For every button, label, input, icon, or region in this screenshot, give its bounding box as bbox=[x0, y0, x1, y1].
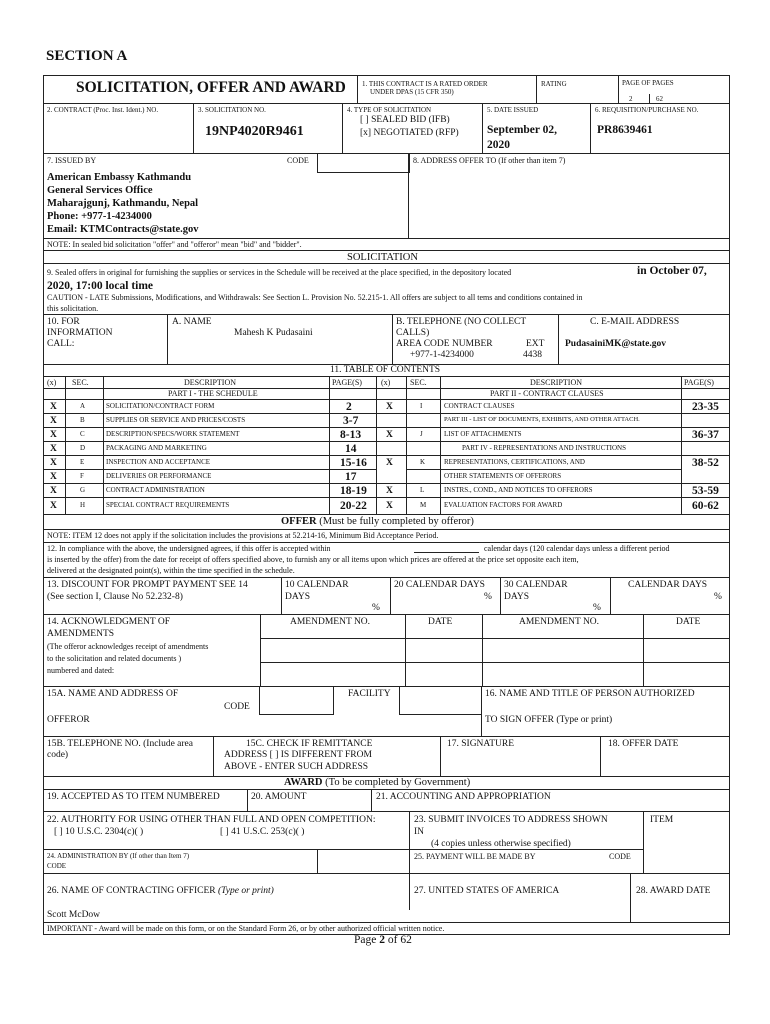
item9-text: 9. Sealed offers in original for furnishing the supplies or services in the Schedule will be received at the place specified, in the depository located bbox=[47, 268, 512, 277]
footer-prefix: Page bbox=[354, 934, 380, 946]
offeror-telephone-label: 15B. TELEPHONE NO. (Include area bbox=[47, 739, 193, 749]
contracting-officer-label-italic: (Type or print) bbox=[215, 886, 274, 896]
offeror-label: OFFEROR bbox=[47, 715, 90, 725]
amendment-no-header: AMENDMENT NO. bbox=[290, 617, 371, 627]
ack-amendments-label-2: AMENDMENTS bbox=[47, 629, 115, 639]
footer-page-number: 2 bbox=[379, 934, 385, 946]
toc-col-x-right: (x) bbox=[381, 378, 391, 387]
accounting-label: 21. ACCOUNTING AND APPROPRIATION bbox=[376, 792, 551, 802]
payment-code-label: CODE bbox=[609, 852, 631, 861]
discount-10-days-label: 10 CALENDAR bbox=[285, 580, 349, 590]
toc-desc: SPECIAL CONTRACT REQUIREMENTS bbox=[106, 501, 230, 509]
discount-calendar-days-label: CALENDAR DAYS bbox=[628, 580, 708, 590]
facility-label: FACILITY bbox=[348, 689, 391, 699]
email-label: C. E-MAIL ADDRESS bbox=[590, 317, 680, 327]
toc-sec: G bbox=[80, 486, 86, 494]
toc-mark: X bbox=[50, 430, 57, 440]
pct-20: % bbox=[484, 592, 492, 602]
toc-pages: 14 bbox=[345, 443, 357, 455]
toc-col-desc: DESCRIPTION bbox=[184, 378, 237, 387]
pct-10: % bbox=[372, 603, 380, 613]
page-number: 2 bbox=[629, 95, 633, 103]
toc-desc: INSTRS., COND., AND NOTICES TO OFFERORS bbox=[444, 486, 593, 494]
toc-sec: C bbox=[80, 430, 85, 438]
payment-by-label: 25. PAYMENT WILL BE MADE BY bbox=[414, 852, 536, 861]
toc-pages: 2 bbox=[346, 401, 352, 413]
toc-desc: PACKAGING AND MARKETING bbox=[106, 444, 207, 452]
award-header-bold: AWARD bbox=[284, 777, 323, 788]
invoices-label-2: IN bbox=[414, 827, 425, 837]
requisition-no-label: 6. REQUISITION/PURCHASE NO. bbox=[595, 106, 699, 114]
administration-code-label: CODE bbox=[47, 862, 67, 870]
item12-note: NOTE: ITEM 12 does not apply if the solicitation includes the provisions at 52.214-16, Minimum Bid Acceptance Period. bbox=[47, 531, 439, 540]
toc-col-sec: SEC. bbox=[72, 378, 89, 387]
administration-label: 24. ADMINISTRATION BY (If other than Item 7) bbox=[47, 852, 190, 860]
total-pages: 62 bbox=[656, 95, 663, 103]
toc-mark: X bbox=[386, 486, 393, 496]
item12-line-2: is inserted by the offer) from the date for receipt of offers specified above, to furnish any or all items upon which prices are offered at the price set opposite each item, bbox=[47, 555, 579, 564]
item12-line-1b: calendar days (120 calendar days unless a different period bbox=[484, 544, 670, 553]
toc-col-pages-right: PAGE(S) bbox=[684, 378, 714, 387]
issuer-line-2: General Services Office bbox=[47, 185, 153, 196]
requisition-no-value: PR8639461 bbox=[597, 124, 653, 136]
authority-41usc-checkbox[interactable]: [ ] 41 U.S.C. 253(c)( ) bbox=[220, 827, 305, 837]
toc-pages: 53-59 bbox=[692, 485, 719, 497]
toc-mark: X bbox=[386, 458, 393, 468]
area-code-label: AREA CODE NUMBER bbox=[396, 339, 493, 349]
toc-mark: X bbox=[50, 444, 57, 454]
toc-pages: 20-22 bbox=[340, 500, 367, 512]
invoices-copies-note: (4 copies unless otherwise specified) bbox=[431, 839, 571, 849]
toc-sec: J bbox=[420, 430, 423, 438]
toc-sec: M bbox=[420, 501, 427, 509]
deadline-date: in October 07, bbox=[637, 265, 707, 277]
accepted-items-label: 19. ACCEPTED AS TO ITEM NUMBERED bbox=[47, 792, 220, 802]
toc-pages: 36-37 bbox=[692, 429, 719, 441]
toc-pages: 3-7 bbox=[343, 415, 359, 427]
footer-suffix: of 62 bbox=[384, 934, 412, 946]
offer-header bbox=[281, 516, 474, 528]
remittance-note: ABOVE - ENTER SUCH ADDRESS bbox=[224, 762, 369, 772]
sealed-bid-checkbox[interactable]: [ ] SEALED BID (IFB) bbox=[360, 115, 450, 125]
item10-label-2: INFORMATION bbox=[47, 328, 113, 338]
amendment-date-field[interactable] bbox=[406, 639, 481, 661]
toc-part-4: PART IV - REPRESENTATIONS AND INSTRUCTIONS bbox=[462, 444, 626, 452]
toc-mark: X bbox=[50, 472, 57, 482]
rated-order-label: 1. THIS CONTRACT IS A RATED ORDER bbox=[362, 80, 488, 88]
solicitation-header: SOLICITATION bbox=[347, 252, 418, 263]
issued-by-label: 7. ISSUED BY bbox=[47, 156, 97, 165]
amendment-no-field[interactable] bbox=[261, 639, 404, 661]
invoices-label: 23. SUBMIT INVOICES TO ADDRESS SHOWN bbox=[414, 815, 608, 825]
toc-header: 11. TABLE OF CONTENTS bbox=[330, 365, 441, 375]
toc-desc-2: OTHER STATEMENTS OF OFFERORS bbox=[444, 472, 562, 480]
authorized-person-label-2: TO SIGN OFFER (Type or print) bbox=[485, 715, 613, 725]
facility-field[interactable] bbox=[399, 686, 482, 715]
toc-pages: 23-35 bbox=[692, 401, 719, 413]
toc-desc: DESCRIPTION/SPECS/WORK STATEMENT bbox=[106, 430, 240, 438]
contracting-officer-name: Scott McDow bbox=[47, 910, 101, 920]
item10-label: 10. FOR bbox=[47, 317, 80, 327]
toc-col-sec-right: SEC. bbox=[410, 378, 427, 387]
remittance-label: 15C. CHECK IF REMITTANCE bbox=[246, 739, 373, 749]
date-issued-label: 5. DATE ISSUED bbox=[487, 106, 539, 114]
toc-desc: SUPPLIES OR SERVICE AND PRICES/COSTS bbox=[106, 416, 246, 424]
toc-sec: H bbox=[80, 501, 86, 509]
offer-header-bold: OFFER bbox=[281, 516, 317, 527]
discount-30-days-label: 30 CALENDAR bbox=[504, 580, 568, 590]
contact-email: PudasainiMK@state.gov bbox=[565, 339, 666, 349]
invoice-item-label: ITEM bbox=[650, 815, 674, 825]
toc-col-desc-right: DESCRIPTION bbox=[530, 378, 583, 387]
important-notice: IMPORTANT - Award will be made on this form, or on the Standard Form 26, or by other authorized official written notice. bbox=[47, 924, 445, 933]
offer-header-rest: (Must be fully completed by offeror) bbox=[316, 516, 474, 527]
ack-amendments-note-3: numbered and dated: bbox=[47, 666, 115, 675]
contracting-officer-label-text: 26. NAME OF CONTRACTING OFFICER bbox=[47, 886, 216, 896]
toc-desc: REPRESENTATIONS, CERTIFICATIONS, AND bbox=[444, 458, 585, 466]
section-title: SECTION A bbox=[46, 48, 128, 64]
contact-name: Mahesh K Pudasaini bbox=[234, 328, 313, 338]
discount-10-days-label-2: DAYS bbox=[285, 592, 310, 602]
remittance-address-checkbox[interactable]: ADDRESS [ ] IS DIFFERENT FROM bbox=[224, 750, 372, 760]
amendment-date-header-2: DATE bbox=[676, 617, 701, 627]
telephone-label: B. TELEPHONE (NO COLLECT bbox=[396, 317, 527, 327]
ack-amendments-label: 14. ACKNOWLEDGMENT OF bbox=[47, 617, 171, 627]
discount-label: 13. DISCOUNT FOR PROMPT PAYMENT SEE 14 bbox=[47, 580, 248, 590]
issuer-phone: Phone: +977-1-4234000 bbox=[47, 211, 152, 222]
caution-line-1: CAUTION - LATE Submissions, Modifications, and Withdrawals: See Section L. Provision No. 52.215-1. All offers are subject to all tems and conditions contained in bbox=[47, 293, 583, 302]
toc-col-pages: PAGE(S) bbox=[332, 378, 362, 387]
toc-mark: X bbox=[50, 402, 57, 412]
toc-pages: 17 bbox=[345, 471, 357, 483]
caution-line-2: this solicitation. bbox=[47, 304, 99, 313]
toc-part-1: PART I - THE SCHEDULE bbox=[168, 389, 258, 398]
toc-pages: 8-13 bbox=[340, 429, 362, 441]
telephone-label-2: CALLS) bbox=[396, 328, 430, 338]
offeror-name-address-label: 15A. NAME AND ADDRESS OF bbox=[47, 689, 179, 699]
contact-name-label: A. NAME bbox=[172, 317, 212, 327]
amendment-no-header-2: AMENDMENT NO. bbox=[519, 617, 600, 627]
toc-pages: 18-19 bbox=[340, 485, 367, 497]
form-title: SOLICITATION, OFFER AND AWARD bbox=[76, 79, 346, 96]
ext-label: EXT bbox=[526, 339, 545, 349]
toc-sec: L bbox=[420, 486, 425, 494]
ack-amendments-note-2: to the solicitation and related documents ) bbox=[47, 654, 182, 663]
toc-pages: 60-62 bbox=[692, 500, 719, 512]
issuer-line-1: American Embassy Kathmandu bbox=[47, 172, 192, 183]
contact-ext: 4438 bbox=[523, 350, 542, 360]
amendment-date-header: DATE bbox=[428, 617, 453, 627]
toc-sec: K bbox=[420, 458, 426, 466]
toc-sec: B bbox=[80, 416, 85, 424]
toc-desc: EVALUATION FACTORS FOR AWARD bbox=[444, 501, 563, 509]
negotiated-checkbox[interactable]: [x] NEGOTIATED (RFP) bbox=[360, 128, 459, 138]
item12-line-1: 12. In compliance with the above, the undersigned agrees, if this offer is accepted within bbox=[47, 544, 331, 553]
toc-mark: X bbox=[50, 458, 57, 468]
contact-phone: +977-1-4234000 bbox=[410, 350, 474, 360]
toc-sec: D bbox=[80, 444, 86, 452]
issued-by-code-label: CODE bbox=[287, 156, 309, 165]
deadline-time: 2020, 17:00 local time bbox=[47, 280, 154, 292]
date-issued-value: September 02, bbox=[487, 124, 558, 136]
amount-label: 20. AMOUNT bbox=[251, 792, 307, 802]
dpas-label: UNDER DPAS (15 CFR 350) bbox=[370, 88, 454, 96]
toc-pages: 38-52 bbox=[692, 457, 719, 469]
administration-code-field[interactable] bbox=[317, 849, 410, 874]
authority-10usc-checkbox[interactable]: [ ] 10 U.S.C. 2304(c)( ) bbox=[54, 827, 144, 837]
toc-part-3: PART III - LIST OF DOCUMENTS, EXHIBITS, AND OTHER ATTACH. bbox=[444, 416, 640, 423]
toc-desc: CONTRACT ADMINISTRATION bbox=[106, 486, 205, 494]
discount-30-days-label-2: DAYS bbox=[504, 592, 529, 602]
toc-desc: DELIVERIES OR PERFORMANCE bbox=[106, 472, 212, 480]
solicitation-no-label: 3. SOLICITATION NO. bbox=[198, 106, 266, 114]
signature-label: 17. SIGNATURE bbox=[447, 739, 515, 749]
page-of-pages-label: PAGE OF PAGES bbox=[622, 79, 674, 87]
discount-20-days-label: 20 CALENDAR DAYS bbox=[394, 580, 485, 590]
pct-30: % bbox=[593, 603, 601, 613]
offeror-telephone-label-2: code) bbox=[47, 750, 69, 760]
award-header bbox=[284, 777, 470, 789]
toc-sec: E bbox=[80, 458, 85, 466]
toc-mark: X bbox=[50, 416, 57, 426]
solicitation-no-value: 19NP4020R9461 bbox=[205, 124, 304, 139]
sealed-bid-note: NOTE: In sealed bid solicitation "offer" and "offeror" mean "bid" and "bidder". bbox=[47, 240, 302, 249]
toc-sec: F bbox=[80, 472, 84, 480]
authorized-person-label: 16. NAME AND TITLE OF PERSON AUTHORIZED bbox=[485, 689, 695, 699]
toc-mark: X bbox=[386, 402, 393, 412]
toc-sec: I bbox=[420, 402, 423, 410]
toc-desc: SOLICITATION/CONTRACT FORM bbox=[106, 402, 215, 410]
toc-part-2: PART II - CONTRACT CLAUSES bbox=[490, 389, 604, 398]
toc-desc: INSPECTION AND ACCEPTANCE bbox=[106, 458, 211, 466]
acceptance-days-field[interactable] bbox=[414, 552, 479, 553]
authority-label: 22. AUTHORITY FOR USING OTHER THAN FULL AND OPEN COMPETITION: bbox=[47, 815, 376, 825]
offeror-code-label: CODE bbox=[224, 702, 250, 712]
issuer-email: Email: KTMContracts@state.gov bbox=[47, 224, 199, 235]
toc-col-x: (x) bbox=[47, 378, 57, 387]
page-footer bbox=[354, 934, 412, 947]
item12-line-3: delivered at the designated point(s), within the time specified in the schedule. bbox=[47, 566, 295, 575]
discount-clause: (See section I, Clause No 52.232-8) bbox=[47, 592, 183, 602]
contract-no-label: 2. CONTRACT (Proc. Inst. Ident.) NO. bbox=[47, 106, 159, 114]
issued-by-code-field[interactable] bbox=[317, 153, 410, 173]
toc-mark: X bbox=[50, 501, 57, 511]
offer-date-label: 18. OFFER DATE bbox=[608, 739, 679, 749]
pct-other: % bbox=[714, 592, 722, 602]
united-states-label: 27. UNITED STATES OF AMERICA bbox=[414, 886, 560, 896]
ack-amendments-note-1: (The offeror acknowledges receipt of amendments bbox=[47, 642, 209, 651]
address-offer-to-label: 8. ADDRESS OFFER TO (If other than item 7) bbox=[413, 156, 566, 165]
rating-label: RATING bbox=[541, 80, 567, 88]
item10-label-3: CALL: bbox=[47, 339, 75, 349]
toc-mark: X bbox=[50, 486, 57, 496]
toc-sec: A bbox=[80, 402, 86, 410]
toc-mark: X bbox=[386, 430, 393, 440]
toc-pages: 15-16 bbox=[340, 457, 367, 469]
toc-desc: LIST OF ATTACHMENTS bbox=[444, 430, 522, 438]
offeror-code-field[interactable] bbox=[259, 686, 334, 715]
solicitation-type-label: 4. TYPE OF SOLICITATION bbox=[347, 106, 432, 114]
award-date-label: 28. AWARD DATE bbox=[636, 886, 711, 896]
contracting-officer-label bbox=[47, 886, 274, 897]
date-issued-year: 2020 bbox=[487, 139, 510, 151]
issuer-line-3: Maharajgunj, Kathmandu, Nepal bbox=[47, 198, 199, 209]
toc-desc: CONTRACT CLAUSES bbox=[444, 402, 515, 410]
toc-mark: X bbox=[386, 501, 393, 511]
award-header-rest: (To be completed by Government) bbox=[322, 777, 471, 788]
